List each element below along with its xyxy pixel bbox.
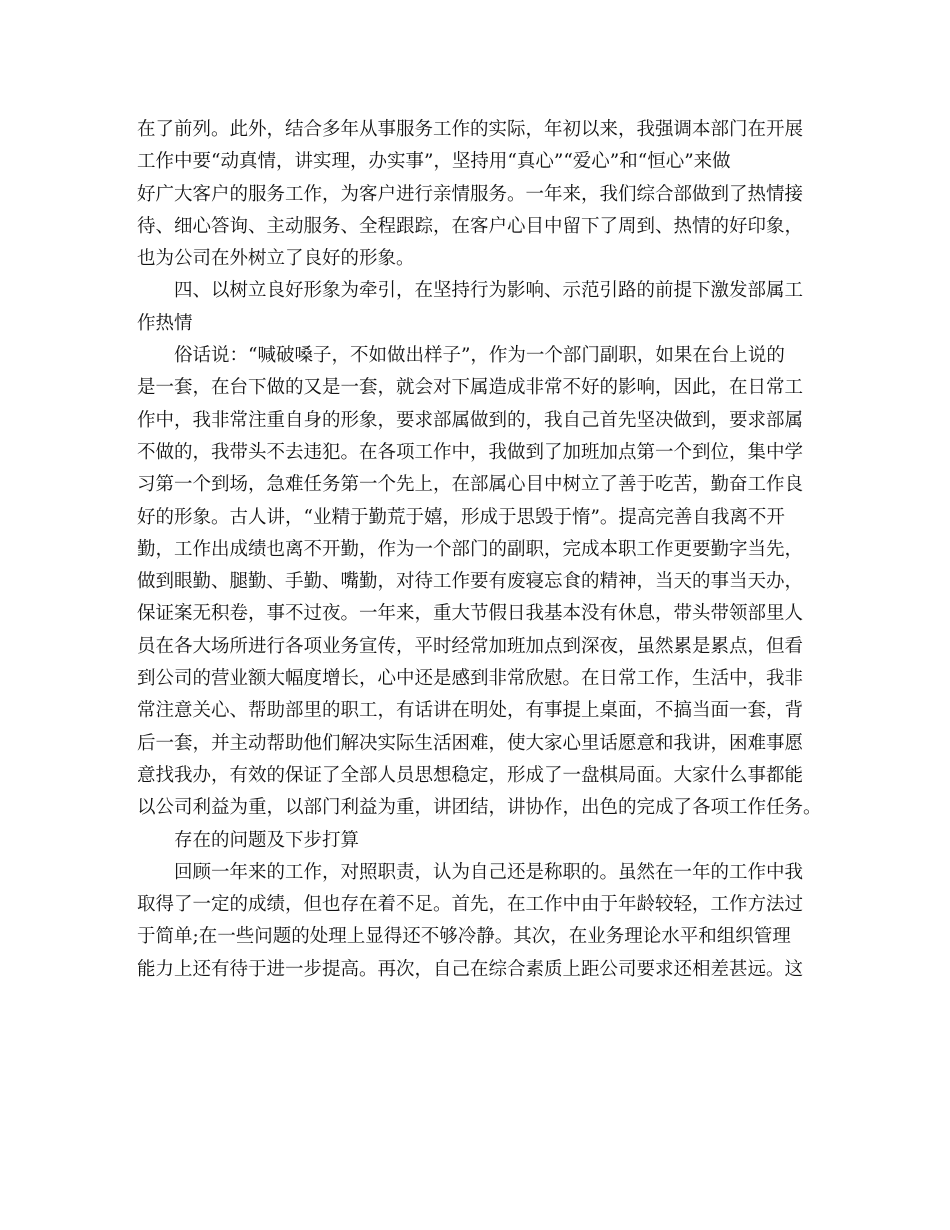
text-line: 意找我办，有效的保证了全部人员思想稳定，形成了一盘棋局面。大家什么事都能 bbox=[137, 764, 804, 786]
text-line: 取得了一定的成绩，但也存在着不足。首先，在工作中由于年龄较轻，工作方法过 bbox=[137, 894, 804, 916]
text-line: 后一套，并主动帮助他们解决实际生活困难，使大家心里话愿意和我讲，困难事愿 bbox=[137, 732, 804, 754]
text-line: 回顾一年来的工作，对照职责，认为自己还是称职的。虽然在一年的工作中我 bbox=[174, 861, 804, 883]
text-line: 待、细心答询、主动服务、全程跟踪，在客户心目中留下了周到、热情的好印象， bbox=[137, 215, 804, 237]
text-line: 在了前列。此外，结合多年从事服务工作的实际，年初以来，我强调本部门在开展 bbox=[137, 119, 804, 140]
text-line: 常注意关心、帮助部里的职工，有话讲在明处，有事提上桌面，不搞当面一套，背 bbox=[137, 700, 804, 722]
text-line: 存在的问题及下步打算 bbox=[174, 829, 360, 851]
text-line: 于简单;在一些问题的处理上显得还不够冷静。其次，在业务理论水平和组织管理 bbox=[137, 926, 791, 948]
text-line: 是一套，在台下做的又是一套，就会对下属造成非常不好的影响，因此，在日常工 bbox=[137, 377, 804, 399]
text-line: 俗话说：“喊破嗓子，不如做出样子”，作为一个部门副职，如果在台上说的 bbox=[174, 345, 785, 367]
text-line: 习第一个到场，急难任务第一个先上，在部属心目中树立了善于吃苦，勤奋工作良 bbox=[137, 474, 804, 496]
text-line: 作中，我非常注重自身的形象，要求部属做到的，我自己首先坚决做到，要求部属 bbox=[137, 409, 804, 431]
document-body bbox=[137, 114, 827, 986]
text-line: 不做的，我带头不去违犯。在各项工作中，我做到了加班加点第一个到位，集中学 bbox=[137, 441, 804, 463]
text-line: 四、以树立良好形象为牵引，在坚持行为影响、示范引路的前提下激发部属工 bbox=[174, 280, 804, 302]
text-line: 也为公司在外树立了良好的形象。 bbox=[137, 248, 415, 270]
text-line: 能力上还有待于进一步提高。再次，自己在综合素质上距公司要求还相差甚远。这 bbox=[137, 958, 804, 980]
text-line: 好的形象。古人讲，“业精于勤荒于嬉，形成于思毁于惰”。提高完善自我离不开 bbox=[137, 506, 785, 528]
text-line: 勤，工作出成绩也离不开勤，作为一个部门的副职，完成本职工作更要勤字当先， bbox=[137, 538, 804, 560]
text-line: 好广大客户的服务工作，为客户进行亲情服务。一年来，我们综合部做到了热情接 bbox=[137, 183, 804, 205]
text-line: 保证案无积卷，事不过夜。一年来，重大节假日我基本没有休息，带头带领部里人 bbox=[137, 603, 804, 625]
text-line: 员在各大场所进行各项业务宣传，平时经常加班加点到深夜，虽然累是累点，但看 bbox=[137, 635, 804, 657]
text-line: 工作中要“动真情，讲实理，办实事”，坚持用“真心”“爱心”和“恒心”来做 bbox=[137, 151, 731, 173]
text-line: 做到眼勤、腿勤、手勤、嘴勤，对待工作要有废寝忘食的精神，当天的事当天办， bbox=[137, 571, 804, 593]
text-line: 作热情 bbox=[137, 312, 193, 334]
text-line: 到公司的营业额大幅度增长，心中还是感到非常欣慰。在日常工作，生活中，我非 bbox=[137, 668, 804, 690]
text-line: 以公司利益为重，以部门利益为重，讲团结，讲协作，出色的完成了各项工作任务。 bbox=[137, 797, 822, 819]
